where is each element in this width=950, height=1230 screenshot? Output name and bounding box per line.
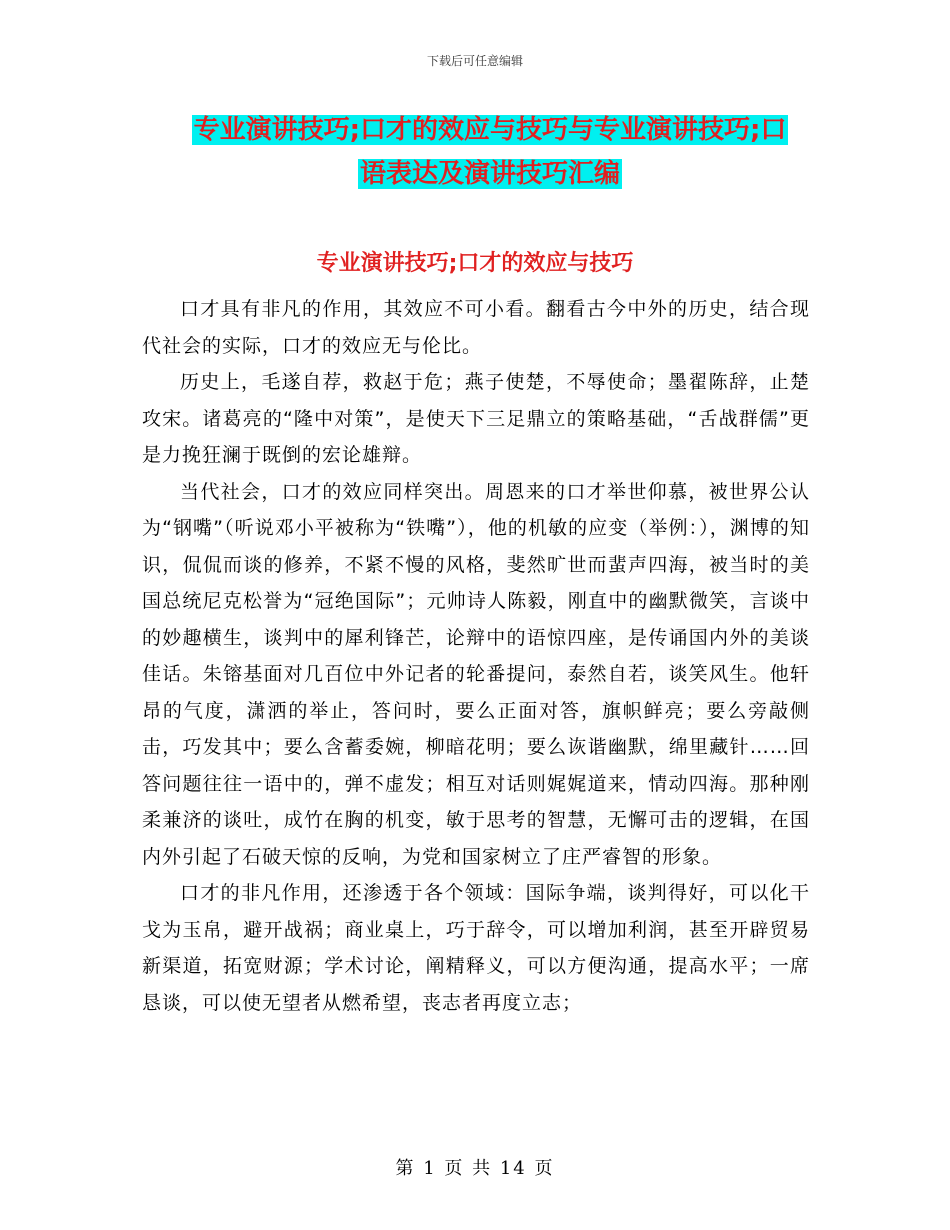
page-header-note: 下载后可任意编辑 [426,54,523,68]
paragraph: 当代社会，口才的效应同样突出。周恩来的口才举世仰慕，被世界公认为“钢嘴”（听说邓小平被称为“铁嘴”），他的机敏的应变（举例：），渊博的知识，侃侃而谈的修养，不紧不慢的风格，斐然旷世而蜚声四海，被当时的美国总统尼克松誉为“冠绝国际”；元帅诗人陈毅，刚直中的幽默微笑，言谈中的妙趣横生，谈判中的犀利锋芒，论辩中的语惊四座，是传诵国内外的美谈佳话。朱镕基面对几百位中外记者的轮番提问，泰然自若，谈笑风生。他轩昂的气度，潇洒的举止，答问时，要么正面对答，旗帜鲜亮；要么旁敲侧击，巧发其中；要么含蓄委婉，柳暗花明；要么诙谐幽默，绵里藏针……回答问题往往一语中的，弹不虚发；相互对话则娓娓道来，情动四海。那种刚柔兼济的谈吐，成竹在胸的机变，敏于思考的智慧，无懈可击的逻辑，在国内外引起了石破天惊的反响，为党和国家树立了庄严睿智的形象。 [142,480,810,868]
section-heading: 专业演讲技巧;口才的效应与技巧 [316,251,634,276]
paragraph: 历史上，毛遂自荐，救赵于危；燕子使楚，不辱使命；墨翟陈辞，止楚攻宋。诸葛亮的“隆中对策”，是使天下三足鼎立的策略基础，“舌战群儒”更是力挽狂澜于既倒的宏论雄辩。 [142,371,810,466]
body-text [142,291,810,1021]
page-number-footer: 第 1 页 共 14 页 [395,1158,555,1179]
paragraph: 口才具有非凡的作用，其效应不可小看。翻看古今中外的历史，结合现代社会的实际，口才的效应无与伦比。 [142,298,810,357]
paragraph: 口才的非凡作用，还渗透于各个领域：国际争端，谈判得好，可以化干戈为玉帛，避开战祸；商业桌上，巧于辞令，可以增加利润，甚至开辟贸易新渠道，拓宽财源；学术讨论，阐精释义，可以方便沟通，提高水平；一席恳谈，可以使无望者从燃希望，丧志者再度立志； [142,882,810,1014]
document-title-line-1: 专业演讲技巧;口才的效应与技巧与专业演讲技巧;口 [193,115,787,145]
document-title [150,108,830,196]
document-title-line-2: 语表达及演讲技巧汇编 [359,159,620,189]
